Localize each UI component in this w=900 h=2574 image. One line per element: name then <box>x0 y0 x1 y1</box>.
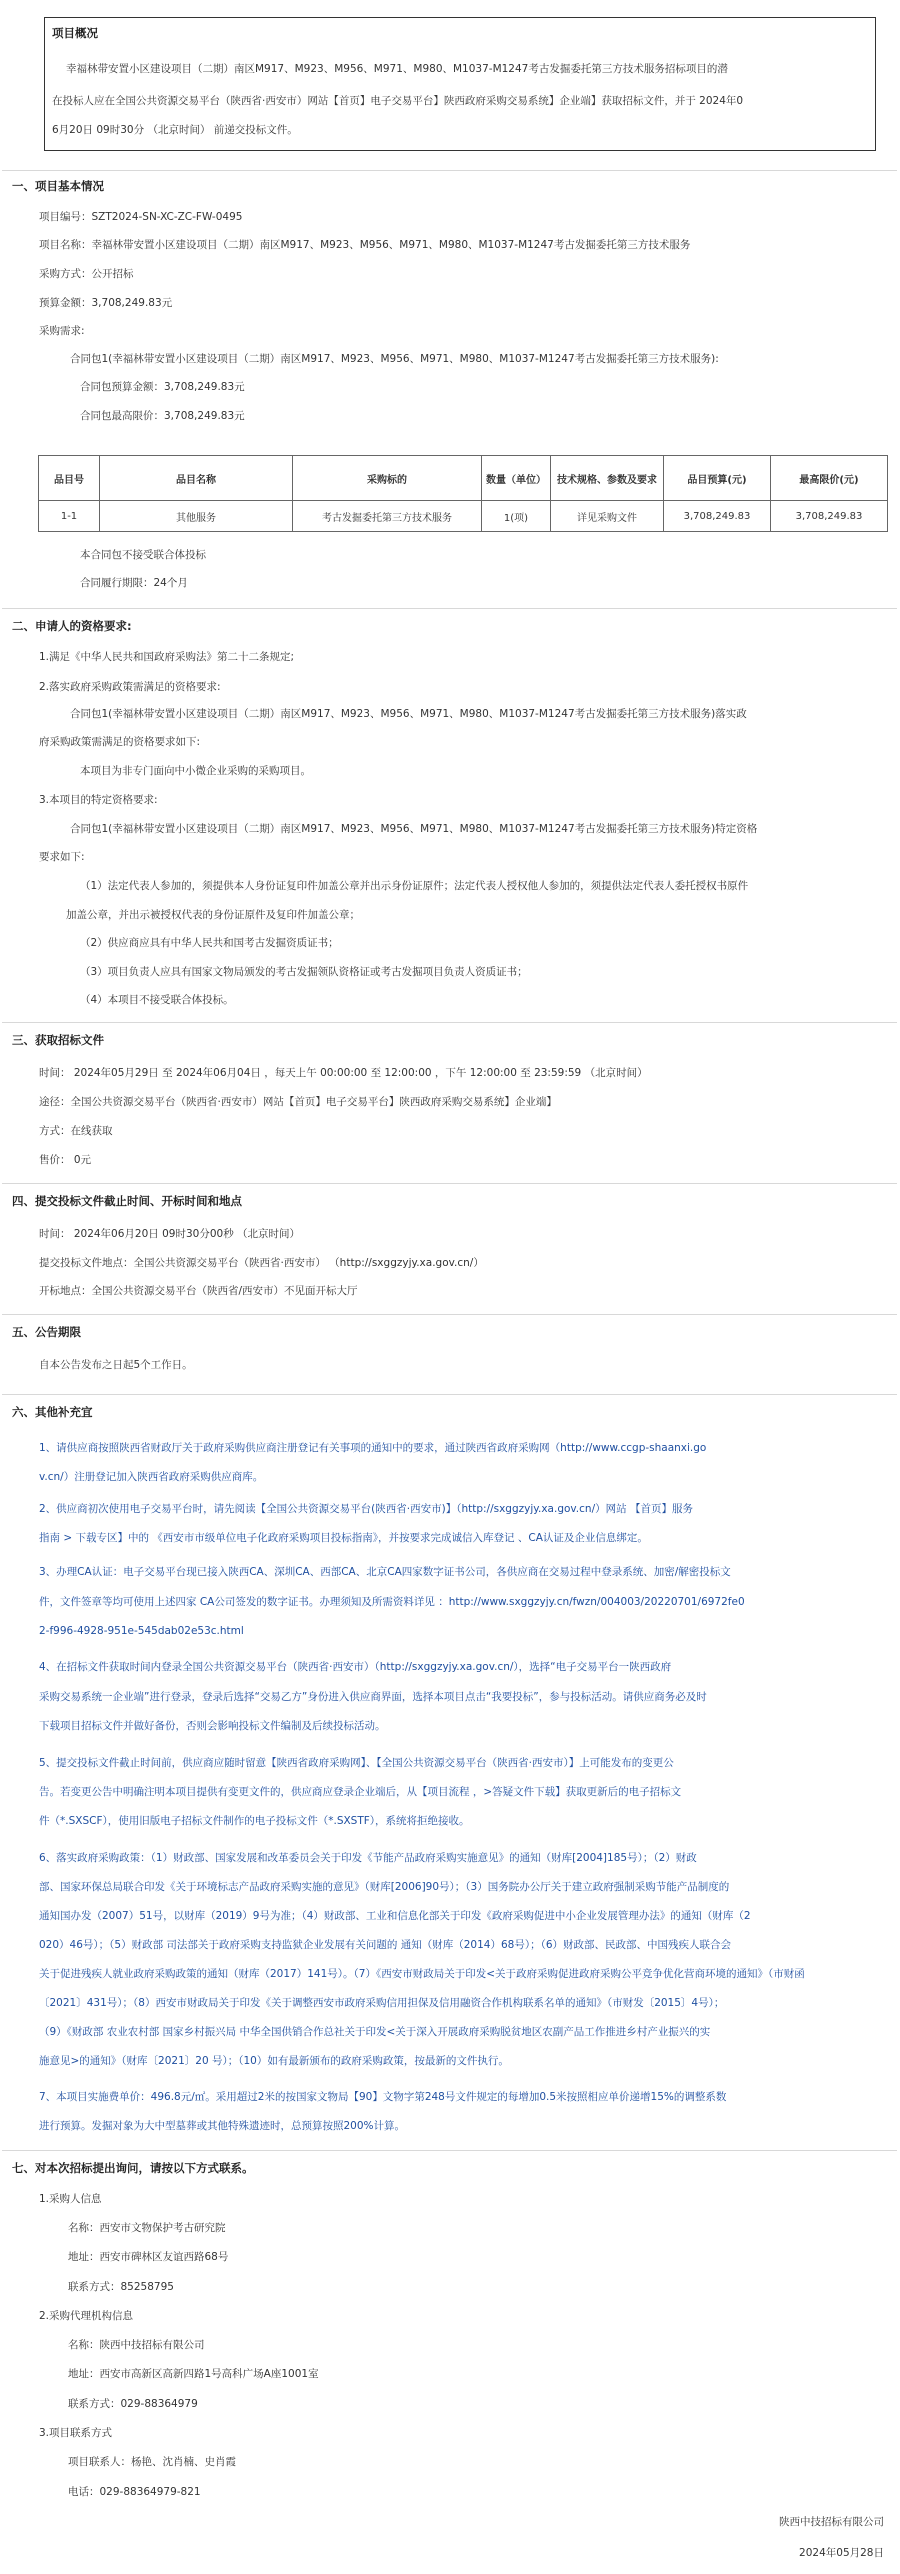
supplementary-item: 2、供应商初次使用电子交易平台时，请先阅读【全国公共资源交易平台(陕西省·西安市)】（http://sxggzyjy.xa.gov.cn/）网站 【首页】服务 <box>39 1503 693 1515</box>
qualification-item: 合同包1(幸福林带安置小区建设项目（二期）南区M917、M923、M956、M971、M980、M1037-M1247考古发掘委托第三方技术服务)落实政 <box>70 708 747 720</box>
contact-person: 项目联系人：杨艳、沈肖楠、史肖霞 <box>68 2456 236 2468</box>
section-heading: 四、提交投标文件截止时间、开标时间和地点 <box>12 1194 242 1208</box>
qualification-item: 1.满足《中华人民共和国政府采购法》第二十二条规定; <box>39 651 295 663</box>
supplementary-item: 下载项目招标文件并做好备份，否则会影响投标文件编制及后续投标活动。 <box>39 1720 386 1732</box>
supplementary-item: 告。若变更公告中明确注明本项目提供有变更文件的，供应商应登录企业端后，从【项目流程 ，>答疑文件下载】获取更新后的电子招标文 <box>39 1786 682 1798</box>
package-max-price: 合同包最高限价：3,708,249.83元 <box>80 410 245 422</box>
supplementary-item: 部、国家环保总局联合印发《关于环境标志产品政府采购实施的意见》（财库[2006]90号）；（3）国务院办公厅关于建立政府强制采购节能产品制度的 <box>39 1881 730 1893</box>
table-cell: 3,708,249.83 <box>771 501 888 532</box>
supplementary-item: 指南 > 下载专区】中的 《西安市市级单位电子化政府采购项目投标指南》，并按要求完成诚信入库登记 、CA认证及企业信息绑定。 <box>39 1532 648 1544</box>
section-divider <box>2 2150 897 2151</box>
project-name: 项目名称：幸福林带安置小区建设项目（二期）南区M917、M923、M956、M971、M980、M1037-M1247考古发掘委托第三方技术服务 <box>39 239 691 251</box>
supplementary-link[interactable]: 2-f996-4928-951e-545dab02e53c.html <box>39 1625 244 1637</box>
qualification-item: 合同包1(幸福林带安置小区建设项目（二期）南区M917、M923、M956、M971、M980、M1037-M1247考古发掘委托第三方技术服务)特定资格 <box>70 823 758 835</box>
section-heading: 三、获取招标文件 <box>12 1033 104 1047</box>
supplementary-item: v.cn/）注册登记加入陕西省政府采购供应商库。 <box>39 1471 264 1483</box>
supplementary-item: 5、提交投标文件截止时间前，供应商应随时留意【陕西省政府采购网】、【全国公共资源交易平台（陕西省·西安市）】上可能发布的变更公 <box>39 1757 674 1769</box>
notice-period: 自本公告发布之日起5个工作日。 <box>39 1359 193 1371</box>
acquire-route: 途径：全国公共资源交易平台（陕西省·西安市）网站【首页】电子交易平台】陕西政府采购交易系统】企业端】 <box>39 1096 557 1108</box>
opening-location: 开标地点：全国公共资源交易平台（陕西省/西安市）不见面开标大厅 <box>39 1285 358 1297</box>
section-heading: 一、项目基本情况 <box>12 179 104 193</box>
table-header-row <box>39 456 888 501</box>
qualification-item: （1）法定代表人参加的，须提供本人身份证复印件加盖公章并出示身份证原件；法定代表人授权他人参加的，须提供法定代表人委托授权书原件 <box>80 880 749 892</box>
project-number: 项目编号：SZT2024-SN-XC-ZC-FW-0495 <box>39 211 243 223</box>
qualification-item: 加盖公章，并出示被授权代表的身份证原件及复印件加盖公章； <box>66 909 360 921</box>
section-divider <box>2 1314 897 1315</box>
table-header: 品目名称 <box>100 456 293 501</box>
supplementary-item: 件，文件签章等均可使用上述四家 CA公司签发的数字证书。办理须知及所需资料详见 ：http://www.sxggzyjy.cn/fwzn/004003/20220701/6972fe0 <box>39 1596 745 1608</box>
table-header: 采购标的 <box>293 456 482 501</box>
section-heading: 七、对本次招标提出询问，请按以下方式联系。 <box>12 2161 254 2175</box>
acquire-price: 售价： 0元 <box>39 1154 92 1166</box>
supplementary-item: 1、请供应商按照陕西省财政厅关于政府采购供应商注册登记有关事项的通知中的要求，通过陕西省政府采购网（http://www.ccgp-shaanxi.go <box>39 1442 707 1454</box>
supplementary-item: （9）《财政部 农业农村部 国家乡村振兴局 中华全国供销合作总社关于印发<关于深入开展政府采购脱贫地区农副产品工作推进乡村产业振兴的实 <box>39 2026 711 2038</box>
budget-amount: 预算金额：3,708,249.83元 <box>39 297 173 309</box>
overview-text: 幸福林带安置小区建设项目（二期）南区M917、M923、M956、M971、M980、M1037-M1247考古发掘委托第三方技术服务招标项目的潜 <box>66 63 728 75</box>
supplementary-item: 施意见>的通知》（财库〔2021〕20 号）；（10）如有最新颁布的政府采购政策，按最新的文件执行。 <box>39 2055 509 2067</box>
supplementary-item: 3、办理CA认证：电子交易平台现已接入陕西CA、深圳CA、西部CA、北京CA四家数字证书公司，各供应商在交易过程中登录系统、加密/解密投标文 <box>39 1566 731 1578</box>
agency-title: 2.采购代理机构信息 <box>39 2310 134 2322</box>
supplementary-item: 关于促进残疾人就业政府采购政策的通知（财库（2017）141号）。（7）《西安市财政局关于印发<关于政府采购促进政府采购公平竞争优化营商环境的通知》（市财函 <box>39 1968 805 1980</box>
supplementary-item: 件（*.SXSCF），使用旧版电子招标文件制作的电子投标文件（*.SXSTF），系统将拒绝接收。 <box>39 1815 470 1827</box>
procurement-method: 采购方式：公开招标 <box>39 268 134 280</box>
supplementary-item: 7、本项目实施费单价：496.8元/㎡。采用超过2米的按国家文物局【90】文物字第248号文件规定的每增加0.5米按照相应单价递增15%的调整系数 <box>39 2091 727 2103</box>
footer-date: 2024年05月28日 <box>799 2547 884 2559</box>
table-cell: 1-1 <box>39 501 100 532</box>
section-divider <box>2 1394 897 1395</box>
purchaser-name: 名称：西安市文物保护考古研究院 <box>68 2222 226 2234</box>
section-heading: 五、公告期限 <box>12 1325 81 1339</box>
table-header: 数量（单位） <box>482 456 551 501</box>
qualification-item: （2）供应商应具有中华人民共和国考古发掘资质证书； <box>80 937 339 949</box>
qualification-item: （4）本项目不接受联合体投标。 <box>80 994 234 1006</box>
table-cell: 1(项) <box>482 501 551 532</box>
acquire-time: 时间： 2024年05月29日 至 2024年06月04日 ，每天上午 00:00:00 至 12:00:00 ，下午 12:00:00 至 23:59:59 （北京时间） <box>39 1067 648 1079</box>
contact-title: 3.项目联系方式 <box>39 2427 113 2439</box>
supplementary-item: 通知国办发（2007）51号，以财库（2019）9号为准；（4）财政部、工业和信息化部关于印发《政府采购促进中小企业发展管理办法》的通知（财库（2 <box>39 1910 751 1922</box>
section-divider <box>2 608 897 609</box>
overview-text: 在投标人应在全国公共资源交易平台（陕西省·西安市）网站【首页】电子交易平台】陕西政府采购交易系统】企业端】获取招标文件，并于 2024年0 <box>52 95 744 107</box>
supplementary-item: 4、在招标文件获取时间内登录全国公共资源交易平台（陕西省·西安市）（http://sxggzyjy.xa.gov.cn/），选择“电子交易平台一陕西政府 <box>39 1661 672 1673</box>
qualification-item: 本项目为非专门面向中小微企业采购的采购项目。 <box>80 765 311 777</box>
procurement-needs-label: 采购需求: <box>39 325 85 337</box>
qualification-item: 3.本项目的特定资格要求: <box>39 794 158 806</box>
table-header: 技术规格、参数及要求 <box>551 456 664 501</box>
joint-bid-note: 本合同包不接受联合体投标 <box>80 549 206 561</box>
overview-title: 项目概况 <box>52 26 98 40</box>
section-divider <box>2 170 897 171</box>
acquire-method: 方式：在线获取 <box>39 1125 113 1137</box>
section-divider <box>2 1022 897 1023</box>
items-table <box>38 455 888 532</box>
section-heading: 六、其他补充宜 <box>12 1405 93 1419</box>
supplementary-item: 采购交易系统一企业端”进行登录，登录后选择“交易乙方”身份进入供应商界面，选择本项目点击“我要投标”，参与投标活动。请供应商务必及时 <box>39 1691 707 1703</box>
supplementary-item: 进行预算。发掘对象为大中型墓葬或其他特殊遗迹时，总预算按照200%计算。 <box>39 2120 406 2132</box>
deadline-time: 时间： 2024年06月20日 09时30分00秒 （北京时间） <box>39 1228 301 1240</box>
section-divider <box>2 1183 897 1184</box>
agency-phone: 联系方式：029-88364979 <box>68 2398 198 2410</box>
purchaser-title: 1.采购人信息 <box>39 2193 102 2205</box>
supplementary-item: 6、落实政府采购政策：（1）财政部、国家发展和改革委员会关于印发《节能产品政府采购实施意见》的通知（财库[2004]185号）；（2）财政 <box>39 1852 697 1864</box>
supplementary-item: 020）46号）；（5）财政部 司法部关于政府采购支持监狱企业发展有关问题的 通知（财库（2014）68号）；（6）财政部、民政部、中国残疾人联合会 <box>39 1939 732 1951</box>
supplementary-item: 〔2021〕431号）；（8）西安市财政局关于印发《关于调整西安市政府采购信用担保及信用融资合作机构联系名单的通知》（市财发〔2015〕4号）； <box>39 1997 725 2009</box>
table-cell: 考古发掘委托第三方技术服务 <box>293 501 482 532</box>
contact-phone: 电话：029-88364979-821 <box>68 2486 201 2498</box>
qualification-item: 2.落实政府采购政策需满足的资格要求: <box>39 681 221 693</box>
table-header: 品目号 <box>39 456 100 501</box>
package-budget: 合同包预算金额：3,708,249.83元 <box>80 381 245 393</box>
table-header: 品目预算(元) <box>664 456 771 501</box>
contract-period: 合同履行期限：24个月 <box>80 577 188 589</box>
qualification-item: （3）项目负责人应具有国家文物局颁发的考古发掘领队资格证或考古发掘项目负责人资质证书； <box>80 966 528 978</box>
submission-location: 提交投标文件地点：全国公共资源交易平台（陕西省·西安市） （http://sxggzyjy.xa.gov.cn/） <box>39 1257 484 1269</box>
footer-company: 陕西中技招标有限公司 <box>779 2516 884 2528</box>
purchaser-phone: 联系方式：85258795 <box>68 2281 174 2293</box>
table-cell: 其他服务 <box>100 501 293 532</box>
qualification-item: 府采购政策需满足的资格要求如下: <box>39 736 201 748</box>
agency-name: 名称：陕西中技招标有限公司 <box>68 2339 205 2351</box>
table-cell: 详见采购文件 <box>551 501 664 532</box>
table-header: 最高限价(元) <box>771 456 888 501</box>
contract-package: 合同包1(幸福林带安置小区建设项目（二期）南区M917、M923、M956、M971、M980、M1037-M1247考古发掘委托第三方技术服务): <box>70 353 719 365</box>
table-cell: 3,708,249.83 <box>664 501 771 532</box>
table-row <box>39 501 888 532</box>
overview-text: 6月20日 09时30分 （北京时间） 前递交投标文件。 <box>52 124 298 136</box>
purchaser-address: 地址：西安市碑林区友谊西路68号 <box>68 2251 229 2263</box>
section-heading: 二、申请人的资格要求: <box>12 619 132 633</box>
qualification-item: 要求如下: <box>39 851 85 863</box>
agency-address: 地址：西安市高新区高新四路1号高科广场A座1001室 <box>68 2368 319 2380</box>
